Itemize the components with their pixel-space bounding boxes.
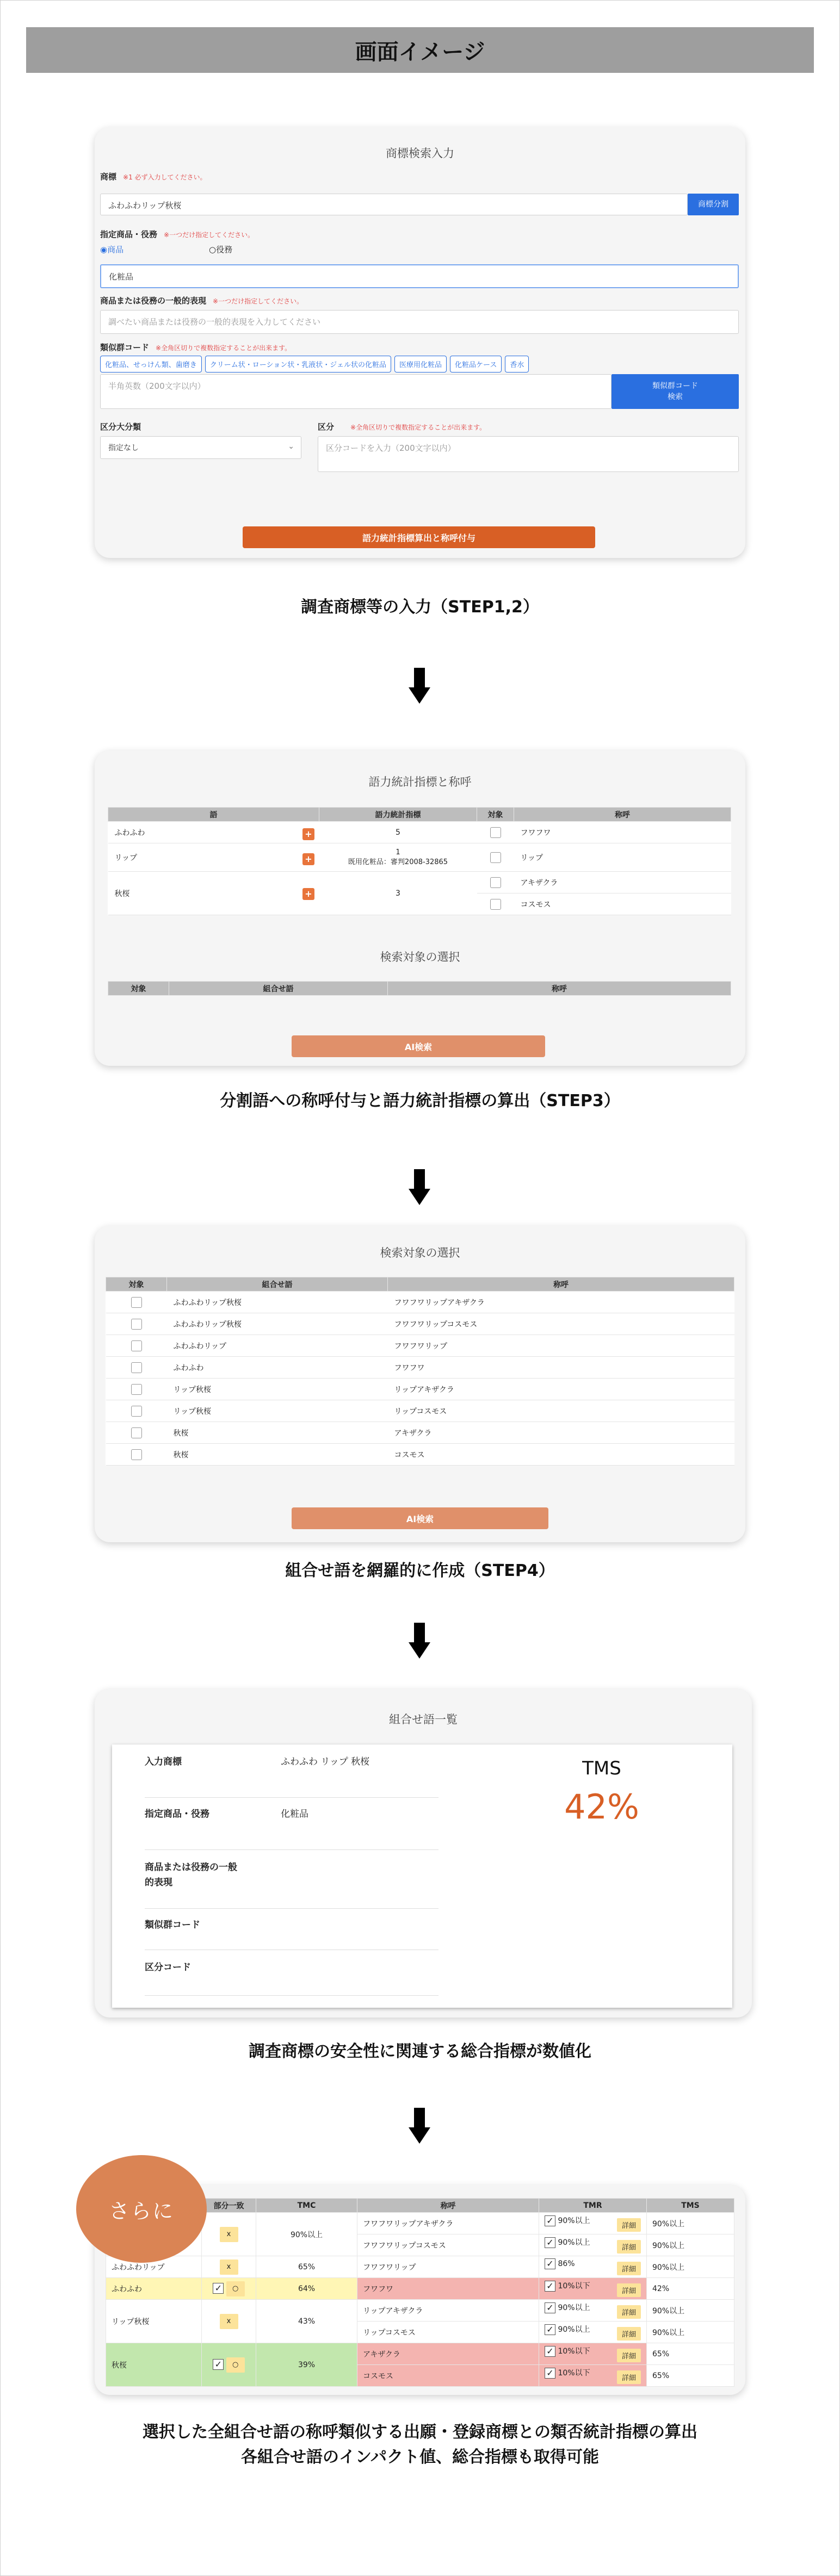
target-checkbox[interactable]: [490, 899, 501, 910]
tms-value: 42%: [564, 1787, 639, 1827]
class-code-input[interactable]: 半角英数（200文字以内）: [100, 374, 612, 409]
word-cell: ふわふわ: [106, 2278, 202, 2300]
calculate-button[interactable]: 語力統計指標算出と称呼付与: [243, 526, 595, 548]
split-trademark-button[interactable]: 商標分割: [688, 194, 739, 215]
chevron-down-icon: ⌄: [288, 442, 294, 451]
class-chip[interactable]: 化粧品、せっけん類、歯磨き: [100, 356, 202, 373]
combination-table: [106, 1277, 734, 1466]
word-cell: 秋桜: [108, 872, 319, 915]
word-cell: 秋桜: [106, 2343, 202, 2387]
column-header: TMR: [539, 2199, 647, 2213]
combo-cell: ふわふわリップ秋桜: [167, 1292, 388, 1313]
yomi-cell: コスモス: [357, 2365, 539, 2387]
word-index-table: [108, 807, 731, 915]
table-row: [106, 1422, 734, 1444]
division-input[interactable]: 区分コードを入力（200文字以内）: [318, 436, 739, 472]
selection-table: 対象 組合せ語 称呼: [108, 981, 731, 996]
caption-final-l1: 選択した全組合せ語の称呼類似する出願・登録商標との類否統計指標の算出: [143, 2423, 697, 2442]
target-checkbox[interactable]: [490, 852, 501, 863]
yomi-cell: リップコスモス: [388, 1400, 734, 1422]
tmr-cell: ✓ 90%以上 詳細: [539, 2234, 647, 2256]
caption-step4: 組合せ語を網羅的に作成（STEP4）: [285, 1561, 555, 1580]
partial-match-badge: ○: [226, 2357, 245, 2373]
class-code-chips: [100, 356, 532, 373]
search-target-card: [95, 1226, 745, 1542]
index-cell: 3: [319, 872, 477, 915]
yomi-cell: フワフワ: [514, 822, 731, 843]
column-header: 対象: [477, 808, 514, 822]
yomi-cell: アキザクラ: [388, 1422, 734, 1444]
class-code-search-button[interactable]: 類似群コード 検索: [612, 374, 739, 409]
caption-step1: 調査商標等の入力（STEP1,2）: [301, 598, 539, 617]
table-row: [106, 1357, 734, 1379]
target-checkbox[interactable]: [131, 1340, 142, 1351]
expression-label: 商品または役務の一般的表現 ※一つだけ指定してください。: [100, 296, 304, 306]
target-checkbox[interactable]: [131, 1362, 142, 1373]
combo-cell: リップ秋桜: [167, 1379, 388, 1400]
summary-row: 類似群コード: [145, 1917, 438, 1950]
card-title: 商標検索入力: [386, 147, 454, 160]
add-yomi-icon[interactable]: +: [302, 888, 314, 900]
detail-button[interactable]: 詳細: [617, 2240, 641, 2254]
yomi-cell: フワフワリップアキザクラ: [388, 1292, 734, 1313]
detail-button[interactable]: 詳細: [617, 2262, 641, 2275]
target-checkbox[interactable]: [131, 1427, 142, 1438]
column-header: 語: [108, 808, 319, 822]
column-header: TMS: [647, 2199, 734, 2213]
yomi-cell: リップコスモス: [357, 2321, 539, 2343]
column-header: 部分一致: [202, 2199, 256, 2213]
card-title: 組合せ語一覧: [389, 1713, 458, 1726]
caption-step3: 分割語への称呼付与と語力統計指標の算出（STEP3）: [220, 1091, 620, 1110]
index-cell: 1 既用化粧品：審判2008-32865: [319, 843, 477, 872]
card-title: 検索対象の選択: [380, 1246, 460, 1259]
tms-cell: 42%: [647, 2278, 734, 2300]
partial-match-badge: x: [220, 2314, 238, 2329]
detail-button[interactable]: 詳細: [617, 2283, 641, 2297]
tmc-cell: 43%: [256, 2300, 357, 2343]
check-icon[interactable]: ✓: [545, 2368, 555, 2379]
trademark-search-card: [95, 127, 745, 558]
tms-cell: 65%: [647, 2365, 734, 2387]
trademark-input[interactable]: ふわふわリップ秋桜: [100, 194, 688, 215]
yomi-cell: アキザクラ: [357, 2343, 539, 2365]
tmr-cell: ✓ 10%以下 詳細: [539, 2365, 647, 2387]
word-cell: リップ秋桜: [106, 2300, 202, 2343]
tmr-cell: ✓ 86% 詳細: [539, 2256, 647, 2278]
tmc-cell: 90%以上: [256, 2213, 357, 2256]
goods-input[interactable]: 化粧品: [100, 264, 739, 288]
yomi-cell: フワフワリップ: [388, 1335, 734, 1357]
table-row: [108, 822, 731, 843]
class-chip[interactable]: クリーム状・ローション状・乳液状・ジェル状の化粧品: [205, 356, 391, 373]
tmr-cell: ✓ 10%以下 詳細: [539, 2278, 647, 2300]
column-header: 組合せ語: [167, 1277, 388, 1292]
combo-cell: ふわふわ: [167, 1357, 388, 1379]
check-icon[interactable]: ✓: [545, 2237, 555, 2248]
target-checkbox[interactable]: [131, 1297, 142, 1308]
radio-goods[interactable]: ◉商品: [100, 245, 124, 255]
table-row: [106, 2256, 734, 2278]
word-cell: ふわふわ: [108, 822, 319, 843]
detail-button[interactable]: 詳細: [617, 2349, 641, 2362]
detail-button[interactable]: 詳細: [617, 2370, 641, 2384]
table-row: [106, 2343, 734, 2365]
yomi-cell: フワフワ: [357, 2278, 539, 2300]
table-row: [106, 1335, 734, 1357]
column-header: 語力統計指標: [319, 808, 477, 822]
tmc-cell: 64%: [256, 2278, 357, 2300]
partial-match-badge: x: [220, 2260, 238, 2275]
check-icon[interactable]: ✓: [545, 2215, 555, 2226]
yomi-cell: コスモス: [514, 893, 731, 915]
combination-list-card: [95, 1689, 752, 2018]
category-select[interactable]: 指定なし ⌄: [100, 436, 301, 459]
class-code-label: 類似群コード ※全角区切りで複数指定することが出来ます。: [100, 343, 292, 352]
tms-cell: 90%以上: [647, 2213, 734, 2234]
trademark-label: 商標 ※1 必ず入力してください。: [100, 172, 207, 182]
check-icon[interactable]: ✓: [545, 2346, 555, 2357]
tmc-cell: 39%: [256, 2343, 357, 2387]
yomi-cell: フワフワリップコスモス: [388, 1313, 734, 1335]
tms-label: TMS: [582, 1758, 621, 1779]
tmr-cell: ✓ 90%以上 詳細: [539, 2321, 647, 2343]
summary-row: 区分コード: [145, 1960, 438, 1996]
detail-button[interactable]: 詳細: [617, 2218, 641, 2232]
check-icon[interactable]: ✓: [213, 2283, 224, 2294]
caption-total-index: 調査商標の安全性に関連する総合指標が数値化: [249, 2042, 591, 2061]
yomi-cell: リップ: [514, 843, 731, 872]
partial-match-badge: x: [220, 2227, 238, 2242]
detail-button[interactable]: 詳細: [617, 2327, 641, 2341]
detail-button[interactable]: 詳細: [617, 2305, 641, 2319]
tms-cell: 90%以上: [647, 2300, 734, 2321]
add-yomi-icon[interactable]: +: [302, 828, 314, 840]
yomi-cell: リップアキザクラ: [388, 1379, 734, 1400]
summary-row: 指定商品・役務 化粧品: [145, 1807, 438, 1850]
target-checkbox[interactable]: [490, 827, 501, 838]
down-arrow-icon: [409, 1169, 430, 1205]
combo-cell: ふわふわリップ秋桜: [167, 1313, 388, 1335]
summary-panel: [112, 1745, 732, 2008]
combo-cell: 秋桜: [167, 1422, 388, 1444]
tms-cell: 90%以上: [647, 2321, 734, 2343]
target-checkbox[interactable]: [490, 877, 501, 888]
combo-cell: 秋桜: [167, 1444, 388, 1466]
down-arrow-icon: [409, 2108, 430, 2144]
tms-cell: 90%以上: [647, 2256, 734, 2278]
down-arrow-icon: [409, 1623, 430, 1659]
division-label: 区分 ※全角区切りで複数指定することが出来ます。: [318, 422, 486, 432]
yomi-cell: アキザクラ: [514, 872, 731, 893]
column-header: 称呼: [388, 1277, 734, 1292]
table-row: [108, 843, 731, 872]
yomi-cell: フワフワリップアキザクラ: [357, 2213, 539, 2234]
badge-furthermore: さらに: [76, 2155, 207, 2263]
tms-cell: 90%以上: [647, 2234, 734, 2256]
class-chip[interactable]: 医療用化粧品: [394, 356, 447, 373]
combo-cell: リップ秋桜: [167, 1400, 388, 1422]
summary-row: 商品または役務の一般的表現: [145, 1860, 438, 1909]
tms-cell: 65%: [647, 2343, 734, 2365]
tmr-cell: ✓ 90%以上 詳細: [539, 2300, 647, 2321]
table-row: [106, 1400, 734, 1422]
section-subtitle: 検索対象の選択: [380, 951, 460, 964]
yomi-cell: フワフワリップ: [357, 2256, 539, 2278]
check-icon[interactable]: ✓: [545, 2281, 555, 2292]
table-row: [106, 1379, 734, 1400]
class-chip[interactable]: 化粧品ケース: [450, 356, 502, 373]
word-cell: リップ: [108, 843, 319, 872]
check-icon[interactable]: ✓: [545, 2302, 555, 2313]
target-checkbox[interactable]: [131, 1449, 142, 1460]
check-icon[interactable]: ✓: [545, 2258, 555, 2269]
expression-input[interactable]: 調べたい商品または役務の一般的表現を入力してください: [100, 310, 739, 334]
table-row: [106, 1292, 734, 1313]
ai-search-button[interactable]: AI検索: [292, 1507, 548, 1529]
target-checkbox[interactable]: [131, 1384, 142, 1395]
table-row: [106, 1313, 734, 1335]
word-index-card: [95, 750, 745, 1066]
column-header: 称呼: [514, 808, 731, 822]
word-cell: ふわふわリップ: [106, 2256, 202, 2278]
table-row: [106, 2300, 734, 2321]
partial-match-badge: ○: [226, 2281, 245, 2296]
yomi-cell: フワフワ: [388, 1357, 734, 1379]
tmr-cell: ✓ 90%以上 詳細: [539, 2213, 647, 2234]
target-checkbox[interactable]: [131, 1319, 142, 1330]
yomi-cell: コスモス: [388, 1444, 734, 1466]
caption-final-l2: 各組合せ語のインパクト値、総合指標も取得可能: [241, 2448, 599, 2467]
column-header: TMC: [256, 2199, 357, 2213]
target-checkbox[interactable]: [131, 1406, 142, 1417]
table-row: [108, 872, 731, 893]
category-label: 区分大分類: [100, 422, 141, 432]
tmr-cell: ✓ 10%以下 詳細: [539, 2343, 647, 2365]
ai-search-button[interactable]: AI検索: [292, 1035, 545, 1057]
column-header: 称呼: [357, 2199, 539, 2213]
table-row: [106, 1444, 734, 1466]
check-icon[interactable]: ✓: [545, 2324, 555, 2335]
yomi-cell: フワフワリップコスモス: [357, 2234, 539, 2256]
card-title: 語力統計指標と称呼: [368, 775, 472, 789]
index-cell: 5: [319, 822, 477, 843]
yomi-cell: リップアキザクラ: [357, 2300, 539, 2321]
add-yomi-icon[interactable]: +: [302, 853, 314, 865]
goods-label: 指定商品・役務 ※一つだけ指定してください。: [100, 229, 255, 239]
class-chip[interactable]: 香水: [505, 356, 529, 373]
summary-row: 入力商標 ふわふわ リップ 秋桜: [145, 1754, 438, 1798]
tmc-cell: 65%: [256, 2256, 357, 2278]
radio-services[interactable]: ○役務: [209, 245, 233, 255]
combo-cell: ふわふわリップ: [167, 1335, 388, 1357]
column-header: 対象: [106, 1277, 167, 1292]
down-arrow-icon: [409, 668, 430, 704]
page-title: 画面イメージ: [26, 27, 814, 73]
table-row: [106, 2278, 734, 2300]
check-icon[interactable]: ✓: [213, 2359, 224, 2370]
